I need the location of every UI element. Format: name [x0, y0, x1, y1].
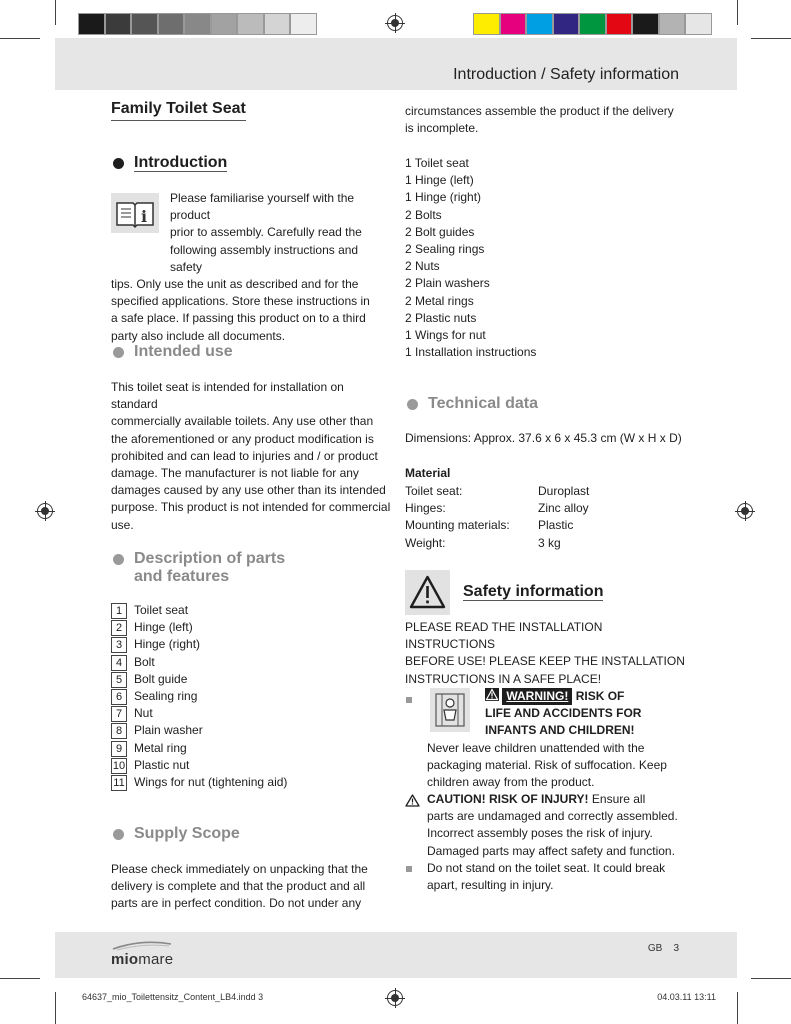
material-value: Duroplast [538, 484, 590, 498]
text-line: PLEASE READ THE INSTALLATION INSTRUCTIONS [405, 620, 603, 652]
grey-swatch [264, 13, 291, 35]
text-line: specified applications. Store these instructions in [111, 294, 370, 309]
parts-heading [111, 550, 285, 586]
bullet-dot-icon [113, 554, 124, 565]
color-swatch [473, 13, 500, 35]
intended-use-heading-text: Intended use [134, 343, 233, 360]
technical-data-heading-text: Technical data [428, 395, 538, 412]
part-number: 9 [111, 741, 127, 757]
crop-mark [737, 992, 738, 1024]
supply-scope-item: 2 Plastic nuts [405, 310, 477, 325]
warning-text [427, 740, 697, 792]
parts-list-item [111, 619, 287, 636]
part-label: Nut [134, 706, 153, 721]
supply-scope-item: 2 Nuts [405, 259, 440, 274]
parts-list-item [111, 722, 287, 739]
warning-label: WARNING! [502, 688, 572, 705]
parts-list-item [111, 636, 287, 653]
supply-scope-item: 1 Installation instructions [405, 345, 537, 360]
caution-first-line [427, 791, 697, 808]
registration-mark-top-icon [387, 15, 403, 31]
part-label: Sealing ring [134, 689, 198, 704]
bullet-dot-icon [113, 158, 124, 169]
logo-rest-part: mare [138, 951, 174, 968]
parts-list-item [111, 740, 287, 757]
registration-mark-left-icon [37, 503, 53, 519]
part-number: 4 [111, 655, 127, 671]
text-line: Never leave children unattended with the [427, 741, 645, 755]
text-line: commercially available toilets. Any use other than [111, 414, 374, 429]
text-line: following assembly instructions and safety [170, 242, 359, 274]
logo-swoosh-icon [111, 941, 173, 951]
color-swatch [685, 13, 712, 35]
warning-small-triangle-icon [485, 688, 499, 701]
crop-mark [751, 978, 791, 979]
supply-scope-item: 1 Hinge (left) [405, 173, 474, 188]
supply-scope-item: 1 Wings for nut [405, 328, 486, 343]
warning-block [485, 688, 715, 740]
safety-heading [463, 583, 603, 601]
caution-block [427, 791, 697, 860]
technical-data-heading [405, 395, 538, 413]
grey-swatch [78, 13, 105, 35]
grey-swatch [237, 13, 264, 35]
color-swatch [632, 13, 659, 35]
safety-intro [405, 619, 690, 688]
page-number [648, 943, 679, 954]
slug-file-info: 64637_mio_Toilettensitz_Content_LB4.indd 3 [82, 992, 264, 1002]
grey-swatch [105, 13, 132, 35]
brand-logo [111, 951, 173, 968]
crop-mark [737, 0, 738, 25]
text-line: is incomplete. [405, 121, 479, 136]
part-label: Plastic nut [134, 757, 190, 772]
text-line: party also include all documents. [111, 328, 286, 343]
part-number: 5 [111, 672, 127, 688]
supply-scope-item: 2 Bolt guides [405, 224, 475, 239]
material-value: 3 kg [538, 535, 561, 550]
grey-swatch [131, 13, 158, 35]
part-label: Plain washer [134, 723, 203, 738]
text-line: Incorrect assembly poses the risk of injury. [427, 826, 653, 841]
text-line: damage. The manufacturer is not liable for any [111, 466, 359, 481]
part-number: 6 [111, 689, 127, 705]
bullet-dot-icon [113, 347, 124, 358]
part-number: 8 [111, 723, 127, 739]
warning-title-line [485, 688, 715, 705]
text-line: Do not stand on the toilet seat. It could break [427, 861, 666, 875]
text-line: purpose. This product is not intended for commercial [111, 500, 391, 515]
warning-title-text: RISK OF [575, 689, 625, 703]
bullet-square-icon [406, 866, 412, 872]
text-line: apart, resulting in injury. [427, 878, 554, 893]
color-swatch [606, 13, 633, 35]
part-number: 7 [111, 706, 127, 722]
parts-list-item [111, 671, 287, 688]
crop-mark [0, 38, 40, 39]
introduction-text [111, 190, 391, 345]
text-line: delivery is complete and that the product and all [111, 879, 366, 894]
text-line: circumstances assemble the product if the delivery [405, 104, 674, 118]
page-number-value: 3 [673, 943, 679, 954]
part-label: Metal ring [134, 740, 187, 755]
text-line: use. [111, 517, 134, 532]
parts-list-item [111, 705, 287, 722]
part-number: 11 [111, 775, 127, 791]
supply-scope-text [111, 861, 391, 913]
text-line: parts are in perfect condition. Do not under any [111, 896, 362, 911]
crop-mark [55, 0, 56, 25]
part-label: Hinge (right) [134, 637, 201, 652]
text-line: This toilet seat is intended for installation on standard [111, 380, 344, 412]
document-title: Family Toilet Seat [111, 100, 246, 121]
text-line: BEFORE USE! PLEASE KEEP THE INSTALLATION [405, 654, 685, 669]
text-line: the aforementioned or any product modification is [111, 431, 374, 446]
text-line: Please familiarise yourself with the product [170, 191, 355, 223]
text-line: parts are undamaged and correctly assembled. [427, 809, 678, 824]
text-line: children away from the product. [427, 775, 595, 790]
grey-swatch [184, 13, 211, 35]
svg-text:i: i [141, 207, 148, 226]
material-value: Zinc alloy [538, 501, 589, 516]
part-number: 3 [111, 637, 127, 653]
text-line: tips. Only use the unit as described and for the [111, 277, 359, 292]
supply-scope-text-continued [405, 103, 690, 137]
material-row [405, 483, 589, 500]
supply-scope-item: 2 Plain washers [405, 276, 490, 291]
introduction-heading [111, 154, 227, 172]
bullet-dot-icon [407, 399, 418, 410]
supply-scope-item: 2 Metal rings [405, 293, 474, 308]
stand-warning-text [427, 860, 697, 894]
registration-mark-bottom-icon [387, 990, 403, 1006]
color-swatch [579, 13, 606, 35]
logo-bold-part: mio [111, 951, 139, 968]
part-number: 1 [111, 603, 127, 619]
color-swatch [553, 13, 580, 35]
registration-mark-right-icon [737, 503, 753, 519]
material-row [405, 517, 589, 534]
supply-scope-item: 1 Hinge (right) [405, 190, 482, 205]
supply-scope-item: 2 Bolts [405, 207, 442, 222]
warning-triangle-icon [405, 570, 450, 615]
text-line: prior to assembly. Carefully read the [170, 225, 362, 240]
parts-heading-line1: Description of parts [134, 550, 286, 567]
warning-title-line: INFANTS AND CHILDREN! [485, 723, 635, 738]
parts-list [111, 602, 287, 791]
warning-title-line: LIFE AND ACCIDENTS FOR [485, 706, 642, 721]
crop-mark [55, 992, 56, 1024]
safety-heading-text: Safety information [463, 583, 604, 600]
part-label: Bolt guide [134, 671, 188, 686]
part-label: Wings for nut (tightening aid) [134, 775, 288, 790]
color-swatch [526, 13, 553, 35]
intended-use-heading [111, 343, 233, 361]
language-code: GB [647, 943, 663, 954]
text-line: prohibited and can lead to injuries and / or product [111, 448, 378, 463]
child-hazard-icon [430, 688, 470, 732]
parts-list-item [111, 688, 287, 705]
text-line: Damaged parts may affect safety and function. [427, 843, 675, 858]
material-table [405, 483, 589, 552]
text-line: damages caused by any use other than its intended [111, 483, 386, 498]
material-key: Weight: [405, 535, 446, 550]
crop-mark [0, 978, 40, 979]
part-number: 2 [111, 620, 127, 636]
page-header-title: Introduction / Safety information [453, 66, 679, 83]
supply-scope-heading [111, 825, 240, 843]
part-label: Toilet seat [134, 603, 189, 617]
parts-heading-line2: and features [134, 568, 230, 585]
bullet-dot-icon [113, 829, 124, 840]
grey-swatch [290, 13, 317, 35]
parts-list-item [111, 757, 287, 774]
material-key: Mounting materials: [405, 518, 510, 533]
safety-warning-icon-box [405, 570, 450, 615]
introduction-heading-text: Introduction [134, 154, 228, 171]
caution-first-text: Ensure all [591, 792, 646, 806]
material-value: Plastic [538, 518, 574, 533]
material-key: Toilet seat: [405, 484, 463, 498]
caution-triangle-icon [405, 794, 420, 812]
material-heading: Material [405, 466, 451, 480]
parts-list-item [111, 654, 287, 671]
part-number: 10 [112, 759, 126, 772]
part-label: Hinge (left) [134, 620, 193, 635]
part-label: Bolt [134, 654, 155, 669]
text-line: a safe place. If passing this product on to a third [111, 311, 366, 326]
material-row [405, 500, 589, 517]
color-swatch [659, 13, 686, 35]
text-line: packaging material. Risk of suffocation. Keep [427, 758, 667, 773]
bullet-square-icon [406, 697, 412, 703]
caution-label: CAUTION! RISK OF INJURY! [427, 792, 589, 806]
slug-date-info: 04.03.11 13:11 [657, 992, 716, 1002]
material-row [405, 535, 589, 552]
crop-mark [751, 38, 791, 39]
dimensions-text: Dimensions: Approx. 37.6 x 6 x 45.3 cm (W x H x D) [405, 431, 682, 445]
material-key: Hinges: [405, 501, 446, 516]
supply-scope-list [405, 155, 536, 361]
supply-scope-item: 2 Sealing rings [405, 242, 485, 257]
intended-use-text [111, 379, 391, 534]
grey-swatch [158, 13, 185, 35]
grey-swatch [211, 13, 238, 35]
parts-list-item [111, 774, 287, 791]
text-line: INSTRUCTIONS IN A SAFE PLACE! [405, 671, 602, 686]
text-line: Please check immediately on unpacking that the [111, 862, 368, 876]
supply-scope-heading-text: Supply Scope [134, 825, 240, 842]
supply-scope-item: 1 Toilet seat [405, 156, 469, 170]
parts-list-item [111, 602, 287, 619]
color-swatch [500, 13, 527, 35]
